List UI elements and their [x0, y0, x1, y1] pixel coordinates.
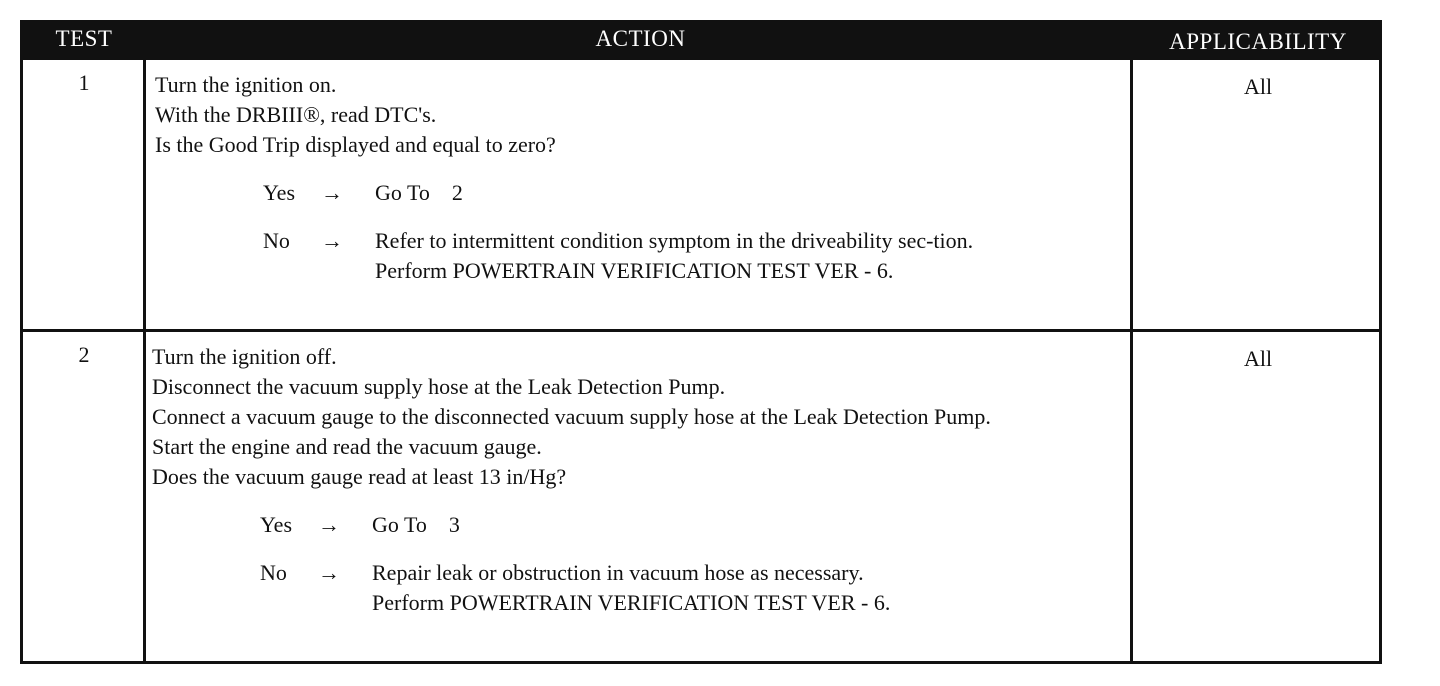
- answer-key: Yes: [263, 180, 296, 205]
- test-number: 1: [78, 70, 90, 95]
- action-cell: [152, 342, 1120, 636]
- action-step: Disconnect the vacuum supply hose at the Leak Detection Pump.: [152, 374, 726, 399]
- diagnostic-test-table: [20, 20, 1382, 664]
- action-step: Does the vacuum gauge read at least 13 in/Hg?: [152, 464, 567, 489]
- arrow-icon: →: [318, 512, 340, 537]
- answer-key: No: [260, 560, 287, 585]
- goto-label: Go To: [375, 180, 430, 205]
- answer-key: No: [263, 228, 290, 253]
- action-step: With the DRBIII®, read DTC's.: [155, 102, 437, 127]
- action-step: Turn the ignition off.: [152, 344, 337, 369]
- goto-label: Go To: [372, 512, 427, 537]
- answer-line: Refer to intermittent condition symptom in the driveability sec-tion.: [375, 228, 974, 253]
- action-step: Is the Good Trip displayed and equal to zero?: [155, 132, 556, 157]
- answer-no: [260, 558, 1120, 618]
- answer-list: [155, 178, 1123, 286]
- table-row: [23, 332, 1379, 664]
- goto-test-number: 2: [451, 180, 463, 205]
- arrow-icon: →: [318, 560, 340, 585]
- header-applicability: APPLICABILITY: [1169, 29, 1347, 54]
- test-number: 2: [78, 342, 90, 367]
- arrow-icon: →: [321, 180, 343, 205]
- table-row: [23, 60, 1379, 329]
- goto-test-number: 3: [448, 512, 460, 537]
- arrow-icon: →: [321, 228, 343, 253]
- action-step: Connect a vacuum gauge to the disconnected vacuum supply hose at the Leak Detection Pump.: [152, 404, 991, 429]
- answer-line: Repair leak or obstruction in vacuum hose as necessary.: [372, 560, 864, 585]
- answer-yes: [260, 510, 1120, 540]
- table-header: [23, 23, 1379, 60]
- action-cell: [155, 70, 1123, 304]
- answer-line: Perform POWERTRAIN VERIFICATION TEST VER - 6.: [372, 590, 891, 615]
- header-action: ACTION: [595, 26, 686, 51]
- header-test: TEST: [55, 26, 113, 51]
- answer-line: Perform POWERTRAIN VERIFICATION TEST VER - 6.: [375, 258, 894, 283]
- answer-list: [152, 510, 1120, 618]
- answer-yes: [263, 178, 1123, 208]
- answer-key: Yes: [260, 512, 293, 537]
- applicability-value: All: [1243, 74, 1273, 99]
- action-step: Start the engine and read the vacuum gauge.: [152, 434, 542, 459]
- answer-no: [263, 226, 1123, 286]
- applicability-value: All: [1243, 346, 1273, 371]
- action-step: Turn the ignition on.: [155, 72, 337, 97]
